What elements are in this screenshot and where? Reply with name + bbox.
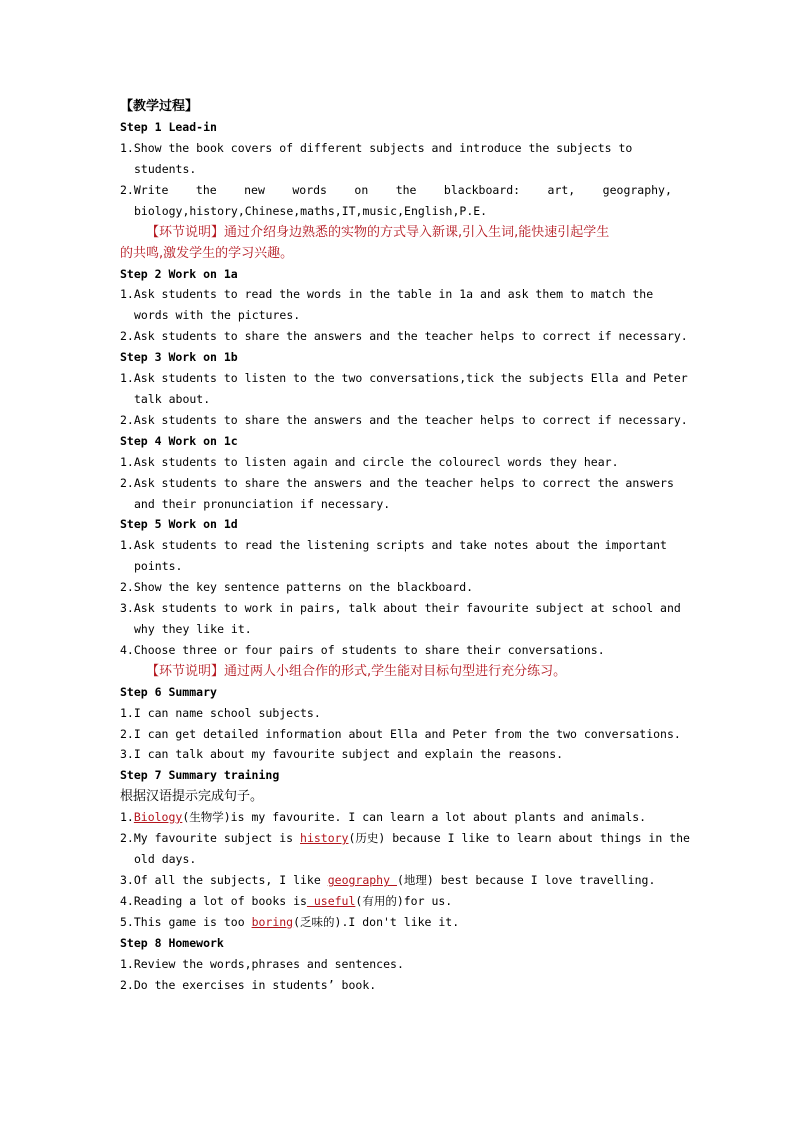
sentence-text: (生物学)is my favourite. I can learn a lot about plants and animals. [182,810,647,825]
step-item: 2.Ask students to share the answers and the teacher helps to correct if necessary. [120,412,688,427]
step-heading: Step 8 Homework [120,935,224,950]
step-heading: Step 6 Summary [120,684,217,699]
step-item-continuation: biology,history,Chinese,maths,IT,music,English,P.E. [134,203,488,218]
lesson-plan [120,96,690,995]
word: blackboard: [443,182,521,197]
word: new [244,182,265,197]
step-heading: Step 3 Work on 1b [120,350,238,365]
step-item: 2.Do the exercises in students’ book. [120,977,377,992]
exercise-sentence [120,891,676,912]
step-item-justified [120,180,672,201]
step-heading: Step 4 Work on 1c [120,433,238,448]
step-heading: Step 5 Work on 1d [120,517,238,532]
step-item-continuation: words with the pictures. [134,308,301,323]
design-note: 【环节说明】通过两人小组合作的形式,学生能对目标句型进行充分练习。 [146,663,567,679]
step-item: 1.Show the book covers of different subjects and introduce the subjects to [120,140,633,155]
step-item: 1.Ask students to listen to the two conversations,tick the subjects Ella and Peter [120,371,688,386]
answer-blank: Biology [133,810,183,825]
answer-blank: useful [306,893,356,908]
step-item: 2.Ask students to share the answers and the teacher helps to correct if necessary. [120,329,688,344]
sentence-text: 5.This game is too [120,914,252,929]
section-title: 【教学过程】 [120,99,199,114]
step-item-continuation: and their pronunciation if necessary. [134,496,391,511]
step-item: 2.Ask students to share the answers and the teacher helps to correct the answers [120,475,674,490]
word: on [354,182,369,197]
exercise-sentence [120,912,676,933]
word: art, [547,182,576,197]
step-item: 1.I can name school subjects. [120,705,321,720]
design-note-continuation: 的共鸣,激发学生的学习兴趣。 [120,245,294,261]
step-item: 1.Review the words,phrases and sentences. [120,956,404,971]
word: geography, [602,182,672,197]
sentence-text: (有用的)for us. [355,893,453,908]
exercise-sentence-continuation: old days. [134,852,197,867]
exercise-instruction: 根据汉语提示完成句子。 [120,789,264,805]
answer-blank: boring [251,914,294,929]
step-item-continuation: why they like it. [134,621,252,636]
word: 2.Write [120,182,169,197]
step-item: 2.I can get detailed information about Ella and Peter from the two conversations. [120,726,681,741]
sentence-text: 4.Reading a lot of books is [120,893,307,908]
step-item: 2.Show the key sentence patterns on the blackboard. [120,580,474,595]
sentence-text: (历史) because I like to learn about things in the [348,831,690,846]
word: the [195,182,217,197]
step-heading: Step 1 Lead-in [120,120,217,134]
exercise-sentence [120,828,690,849]
design-note: 【环节说明】通过介绍身边熟悉的实物的方式导入新课,引入生词,能快速引起学生 [146,224,610,240]
sentence-text: 2.My favourite subject is [120,831,301,846]
step-item: 3.Ask students to work in pairs, talk about their favourite subject at school and [120,601,681,616]
step-item-continuation: points. [134,559,183,574]
sentence-text: (地理) best because I love travelling. [396,873,656,887]
step-heading: Step 7 Summary training [120,768,280,783]
exercise-sentence [120,870,676,891]
step-item-continuation: talk about. [134,391,211,406]
step-item: 1.Ask students to read the listening scripts and take notes about the important [120,538,667,553]
sentence-text: (乏味的).I don't like it. [293,914,460,929]
answer-blank: history [300,831,349,846]
step-item-continuation: students. [134,161,197,176]
word: words [292,182,327,197]
step-item: 1.Ask students to read the words in the table in 1a and ask them to match the [120,287,654,302]
step-item: 4.Choose three or four pairs of students to share their conversations. [120,642,605,657]
step-item: 3.I can talk about my favourite subject and explain the reasons. [120,747,564,762]
sentence-text: 1. [120,810,134,825]
exercise-sentence [120,807,676,828]
sentence-text: 3.Of all the subjects, I like [120,873,328,887]
answer-blank: geography [327,873,397,887]
word: the [395,182,417,197]
step-item: 1.Ask students to listen again and circle the colourecl words they hear. [120,454,619,469]
step-heading: Step 2 Work on 1a [120,266,238,281]
